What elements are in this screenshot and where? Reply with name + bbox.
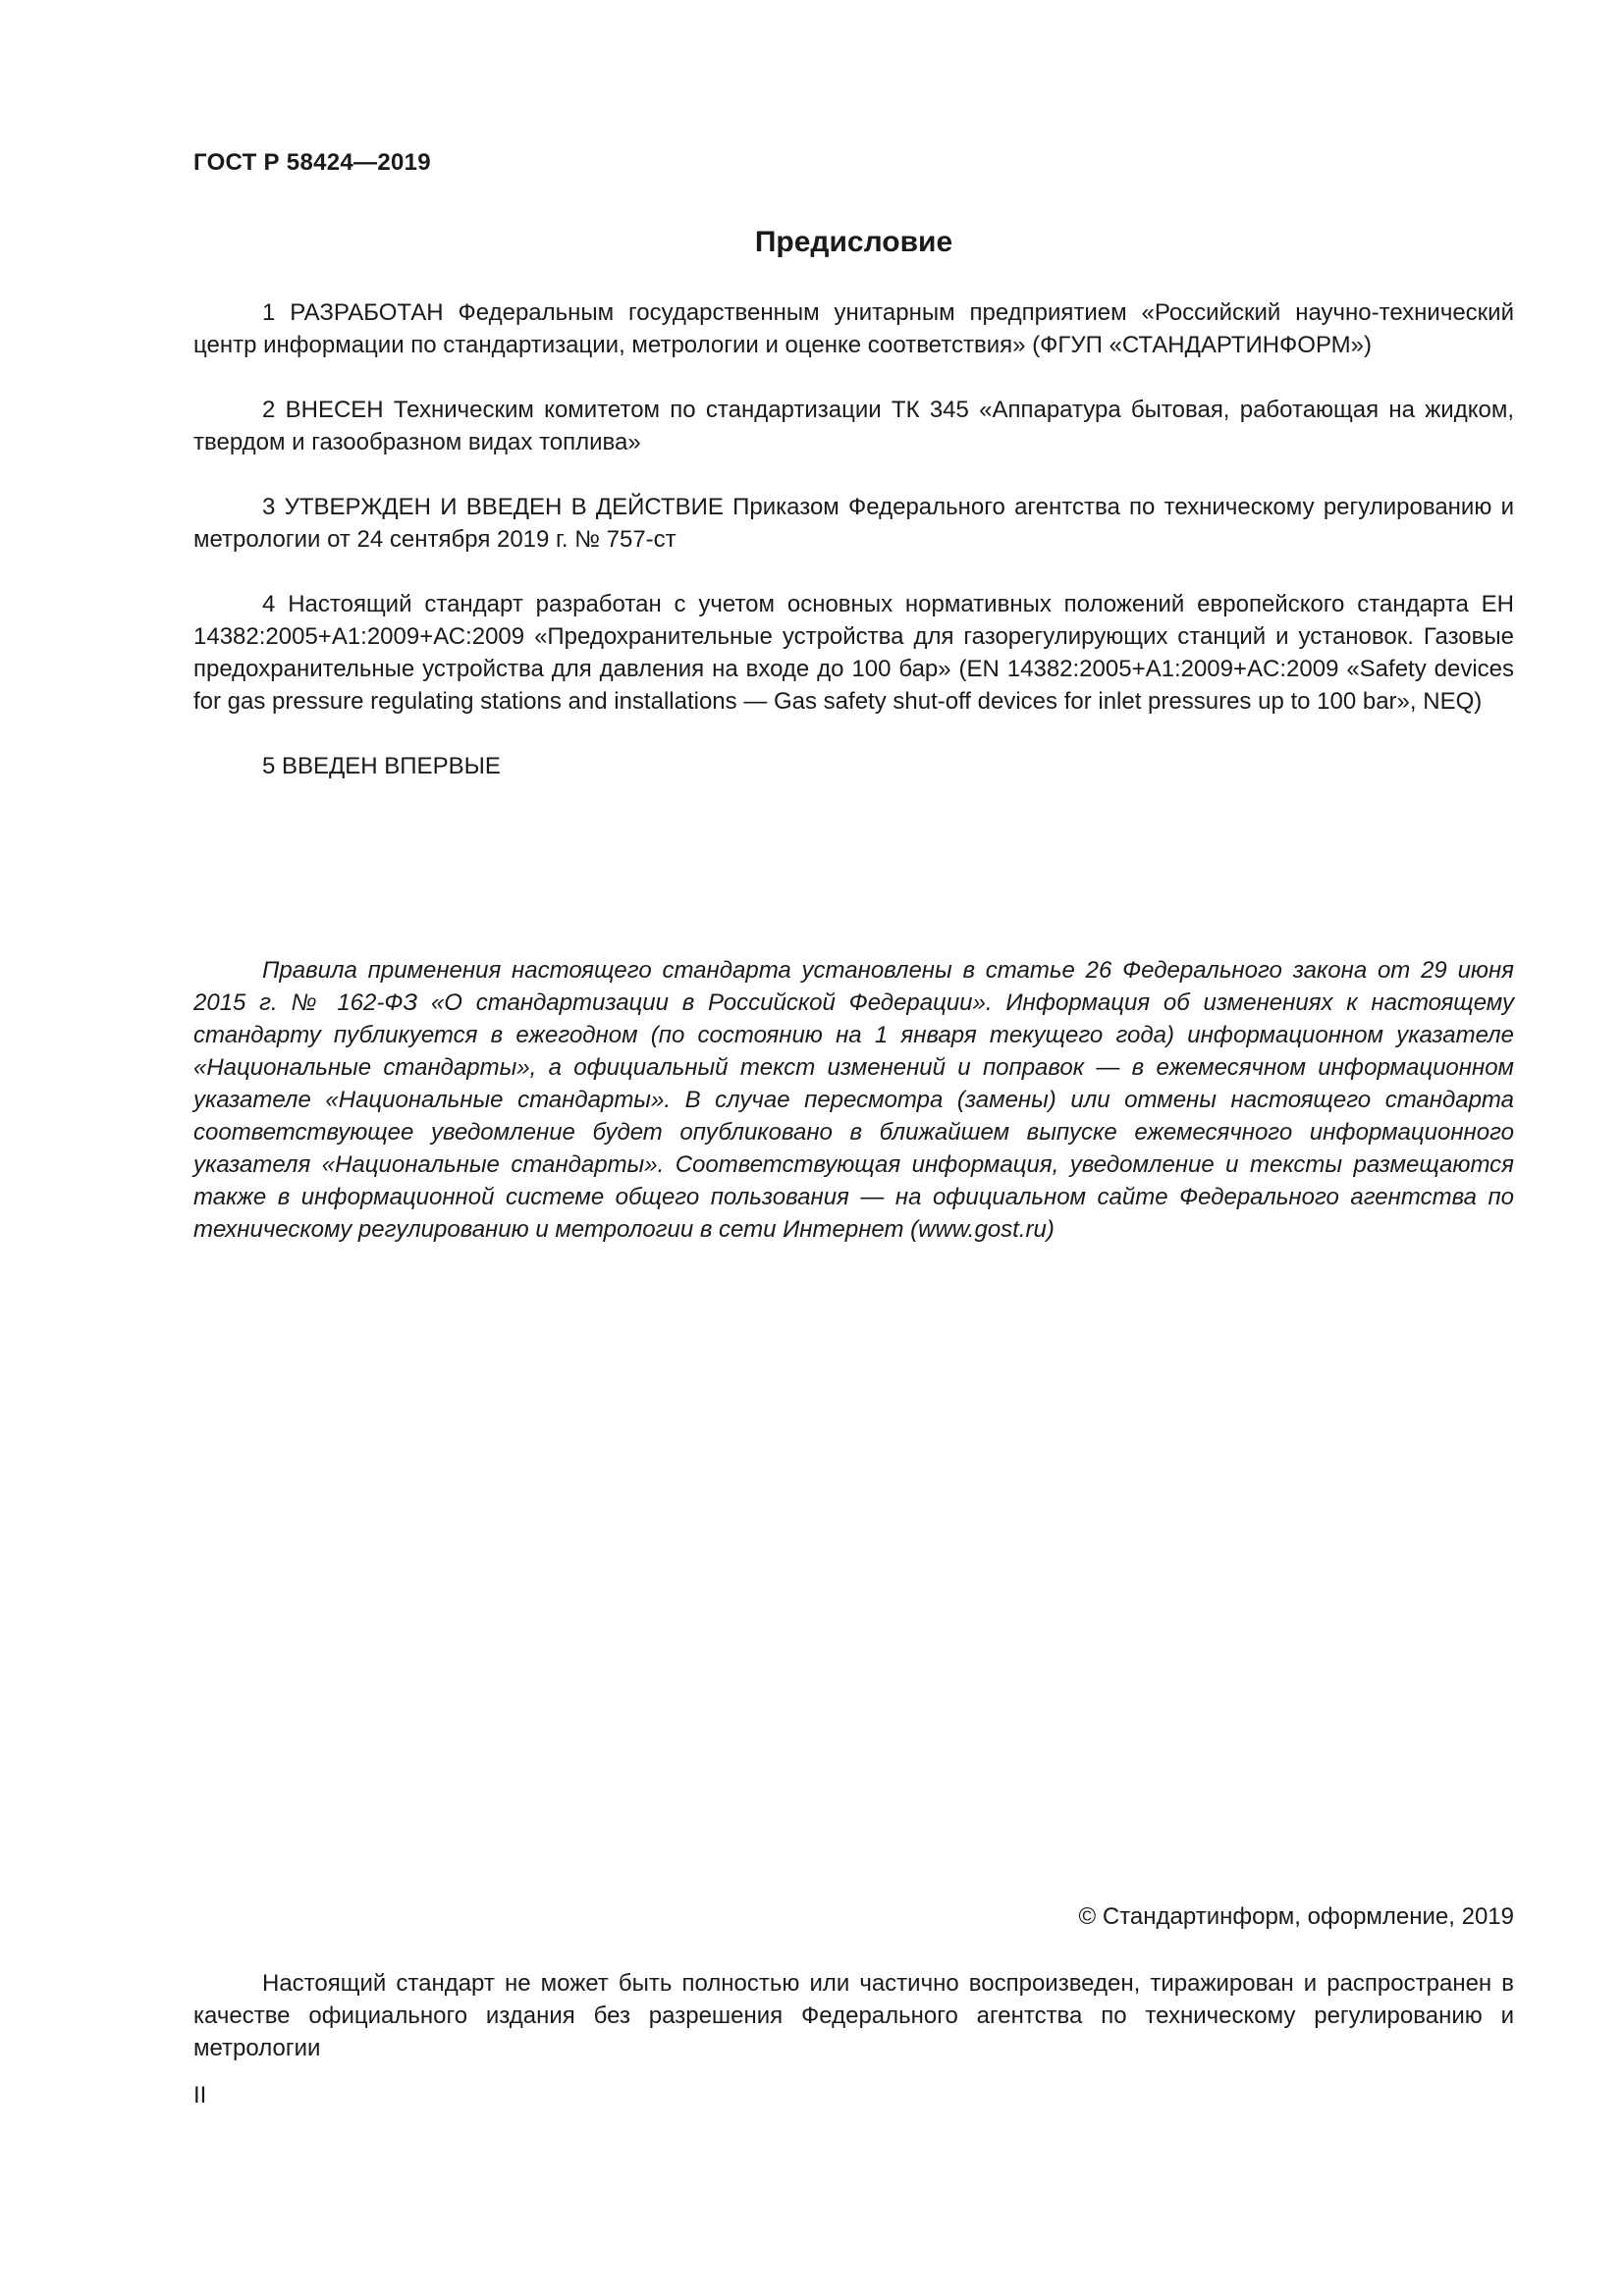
preface-item-3: 3 УТВЕРЖДЕН И ВВЕДЕН В ДЕЙСТВИЕ Приказом Федерального агентства по техническому регулированию и метрологии от 24 сентября 2019 г. № 757-ст	[193, 494, 1514, 553]
page-title: Предисловие	[754, 226, 953, 258]
preface-items	[193, 296, 1514, 782]
preface-item-5: 5 ВВЕДЕН ВПЕРВЫЕ	[262, 753, 501, 779]
application-rules-note: Правила применения настоящего стандарта установлены в статье 26 Федерального закона от 29 июня 2015 г. № 162-ФЗ «О стандартизации в Российской Федерации». Информация об изменениях к настоящему стандарту публикуется в ежегодном (по состоянию на 1 января текущего года) информационном указателе «Национальные стандарты», а официальный текст изменений и поправок — в ежемесячном информационном указателе «Национальные стандарты». В случае пересмотра (замены) или отмены настоящего стандарта соответствующее уведомление будет опубликовано в ближайшем выпуске ежемесячного информационного указателя «Национальные стандарты». Соответствующая информация, уведомление и тексты размещаются также в информационной системе общего пользования — на официальном сайте Федерального агентства по техническому регулированию и метрологии в сети Интернет (www.gost.ru)	[193, 957, 1514, 1243]
copyright-notice: © Стандартинформ, оформление, 2019	[1078, 1903, 1514, 1930]
preface-item-2: 2 ВНЕСЕН Техническим комитетом по стандартизации ТК 345 «Аппаратура бытовая, работающая на жидком, твердом и газообразном видах топлива»	[193, 397, 1514, 455]
document-id: ГОСТ Р 58424—2019	[193, 149, 431, 176]
reproduction-disclaimer: Настоящий стандарт не может быть полностью или частично воспроизведен, тиражирован и распространен в качестве официального издания без разрешения Федерального агентства по техническому регулированию и метрологии	[193, 1970, 1514, 2061]
preface-item-1: 1 РАЗРАБОТАН Федеральным государственным унитарным предприятием «Российский научно-технический центр информации по стандартизации, метрологии и оценке соответствия» (ФГУП «СТАНДАРТИНФОРМ»)	[193, 299, 1514, 358]
preface-item-4: 4 Настоящий стандарт разработан с учетом основных нормативных положений европейского стандарта ЕН 14382:2005+А1:2009+АС:2009 «Предохранительные устройства для газорегулирующих станций и установок. Газовые предохранительные устройства для давления на входе до 100 бар» (EN 14382:2005+A1:2009+AC:2009 «Safety devices for gas pressure regulating stations and installations — Gas safety shut-off devices for inlet pressures up to 100 bar», NEQ)	[193, 591, 1514, 715]
page-number: II	[193, 2082, 207, 2109]
